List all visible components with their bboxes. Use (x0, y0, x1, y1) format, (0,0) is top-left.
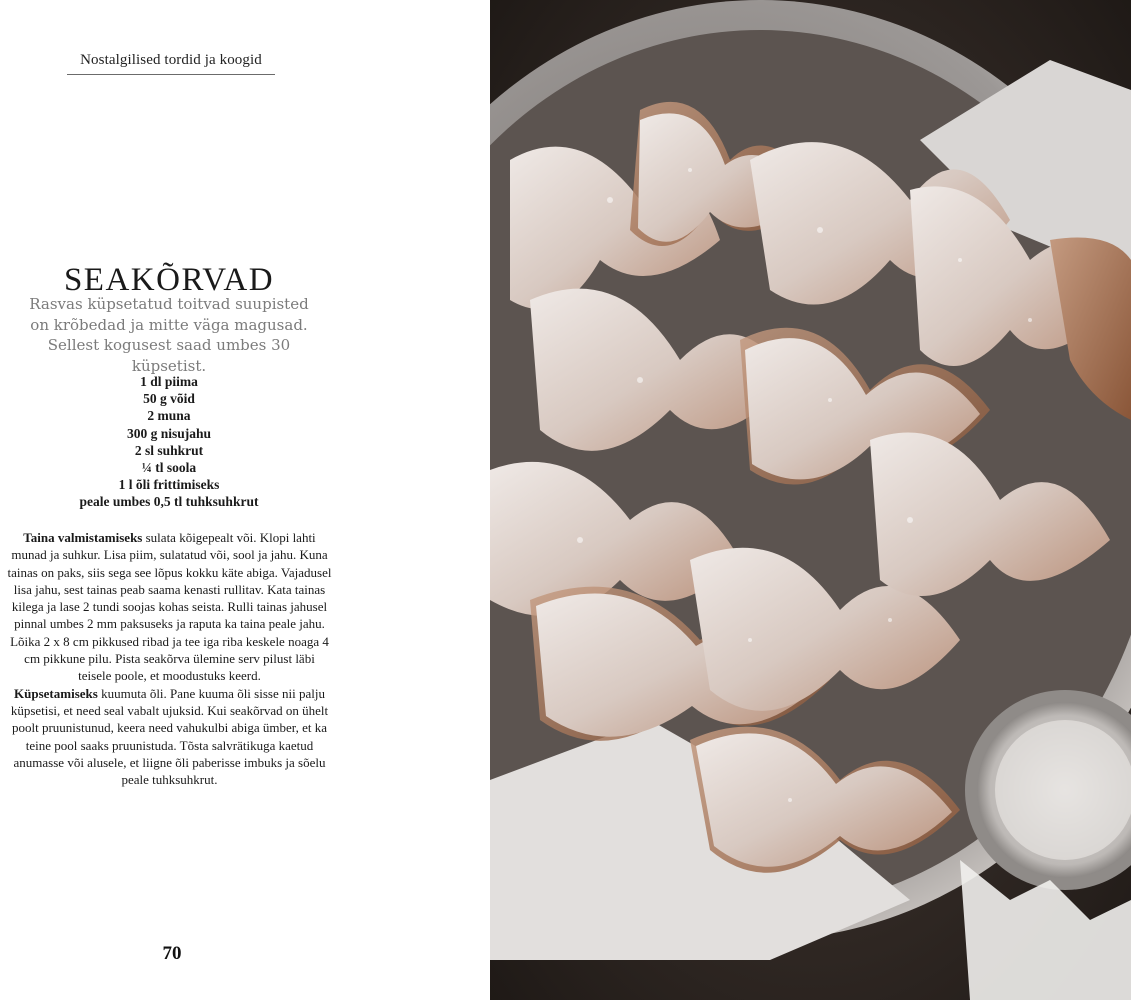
ingredient-item: 300 g nisujahu (126, 425, 212, 441)
ingredient-item: ¼ tl soola (141, 460, 197, 476)
ingredient-item: peale umbes 0,5 tl tuhksuhkrut (79, 494, 259, 510)
ingredient-item: 2 muna (147, 408, 191, 424)
ingredient-item: 1 dl piima (140, 374, 198, 389)
ingredient-item: 1 l õli frittimiseks (118, 477, 220, 493)
photo-illustration (490, 0, 1131, 1000)
method-step1-text: sulata kõigepealt või. Klopi lahti munad ja suhkur. Lisa piim, sulatatud või, sool ja jahu. Kuna tainas on paks, siis sega see lõpus kokku käte abiga. Vajadusel lisa jahu, sest tainas peab saama kenasti rullitav. Kata tainas kilega ja lase 2 tundi soojas kohas seista. Rulli tainas jahusel pinnal umbes 2 mm paksuseks ja raputa ka taina peale jahu. Lõika 2 x 8 cm pikkused ribad ja tee iga riba keskele noaga 4 cm pikkune pilu. Pista seakõrva ülemine serv pilust läbi teisele poole, et moodustuks keerd. (7, 530, 332, 684)
text-page (0, 0, 490, 1000)
ingredient-item: 50 g võid (143, 391, 195, 407)
recipe-title: SEAKÕRVAD (63, 262, 275, 299)
method-text (6, 529, 333, 788)
ingredient-list (10, 373, 328, 511)
running-head: Nostalgilised tordid ja koogid (67, 52, 275, 75)
method-step1-lead: Taina valmistamiseks (23, 530, 143, 545)
recipe-intro: Rasvas küpsetatud toitvad suupisted on krõbedad ja mitte väga magusad. Sellest kogusest saad umbes 30 küpsetist. (29, 295, 309, 375)
method-step2-text: kuumuta õli. Pane kuuma õli sisse nii palju küpsetisi, et need seal vabalt ujuksid. Kui seakõrvad on ühelt poolt pruunistunud, keera need vahukulbi abiga ümber, et ka teine pool saaks pruunistuda. Tõsta salvrätikuga kaetud anumasse või alusele, et liigne õli paberisse imbuks ja sõelu peale tuhksuhkrut. (10, 685, 329, 788)
recipe-photo (490, 0, 1131, 1000)
method-step2-lead: Küpsetamiseks (14, 685, 98, 701)
ingredient-item: 2 sl suhkrut (134, 442, 204, 458)
page-number: 70 (162, 943, 182, 964)
